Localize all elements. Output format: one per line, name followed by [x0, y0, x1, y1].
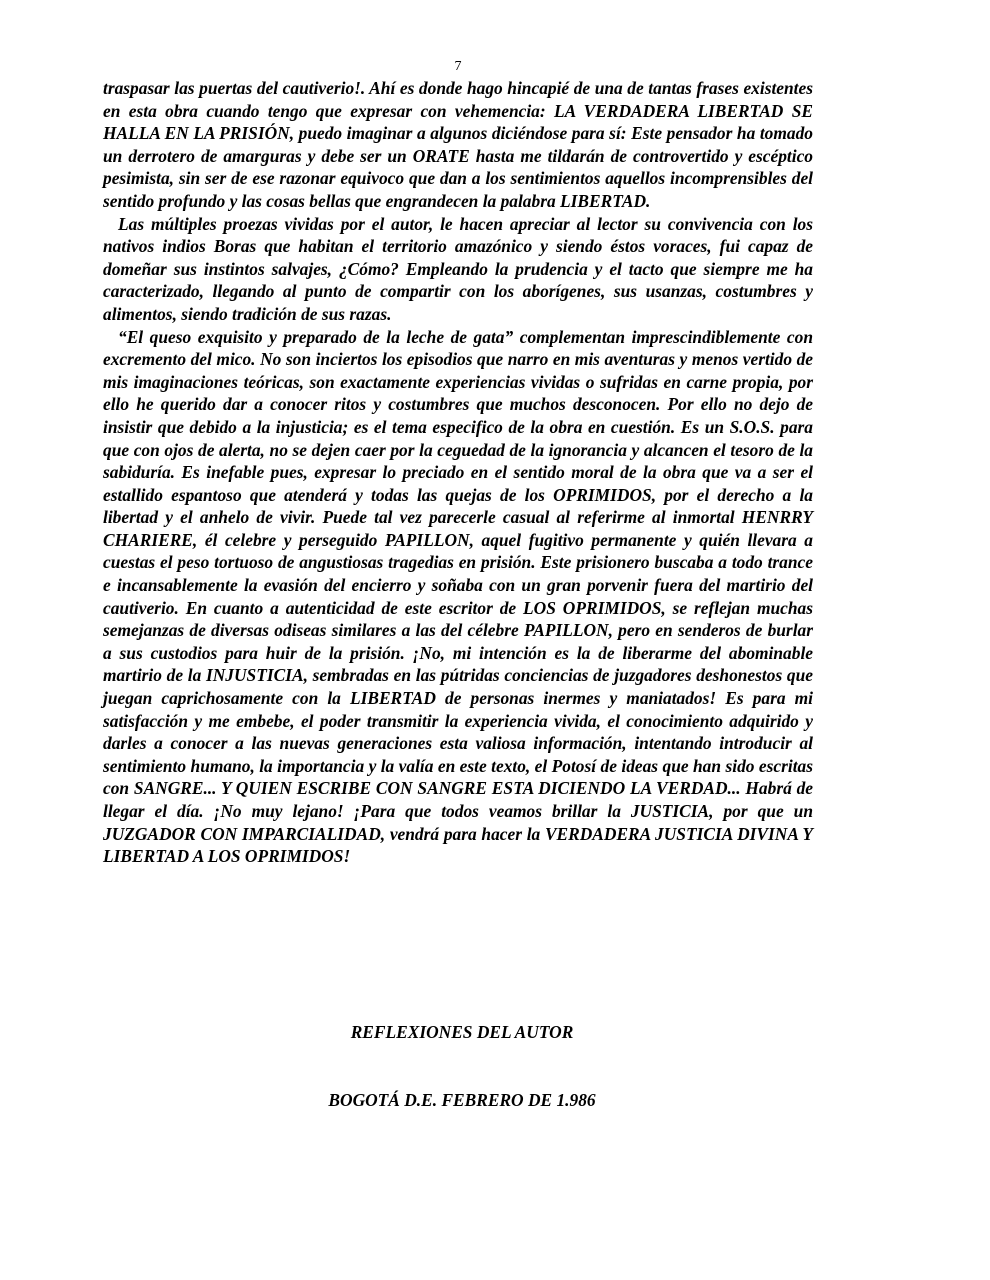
paragraph-3: “El queso exquisito y preparado de la leche de gata” complementan imprescindiblemente con excremento del mico. No son inciertos los episodios que narro en mis aventuras y menos vertido de mis imaginaciones teóricas, son exactamente experiencias vividas o sufridas en carne propia, por ello he querido dar a conocer ritos y costumbres que muchos desconocen. Por ello no dejo de insistir que debido a la injusticia; es el tema especifico de la obra en cuestión. Es un S.O.S. para que con ojos de alerta, no se dejen caer por la ceguedad de la ignorancia y alcancen el tesoro de la sabiduría. Es inefable pues, expresar lo preciado en el sentido moral de la obra que va a ser el estallido espantoso que atenderá y todas las quejas de los OPRIMIDOS, por el derecho a la libertad y el anhelo de vivir. Puede tal vez parecerle casual al referirme al inmortal HENRRY CHARIERE, él celebre y perseguido PAPILLON, aquel fugitivo permanente y quién llevara a cuestas el peso tortuoso de angustiosas tragedias en prisión. Este prisionero buscaba a todo trance e incansablemente la evasión del encierro y soñaba con un gran porvenir fuera del martirio del cautiverio. En cuanto a autenticidad de este escritor de LOS OPRIMIDOS, se reflejan muchas semejanzas de diversas odiseas similares a las del célebre PAPILLON, pero en senderos de burlar a sus custodios para huir de la prisión. ¡No, mi intención es la de liberarme del abominable martirio de la INJUSTICIA, sembradas en las pútridas conciencias de juzgadores deshonestos que juegan caprichosamente con la LIBERTAD de personas inermes y maniatados! Es para mi satisfacción y me embebe, el poder transmitir la experiencia vivida, el conocimiento adquirido y darles a conocer a las nuevas generaciones esta valiosa información, intentando introducir al sentimiento humano, la importancia y la valía en este texto, el Potosí de ideas que han sido escritas con SANGRE... Y QUIEN ESCRIBE CON SANGRE ESTA DICIENDO LA VERDAD... Habrá de llegar el día. ¡No muy lejano! ¡Para que todos veamos brillar la JUSTICIA, por que un JUZGADOR CON IMPARCIALIDAD, vendrá para hacer la VERDADERA JUSTICIA DIVINA Y LIBERTAD A LOS OPRIMIDOS!	[103, 326, 813, 867]
author-reflections-heading: REFLEXIONES DEL AUTOR	[350, 1022, 574, 1042]
paragraph-1: traspasar las puertas del cautiverio!. Ahí es donde hago hincapié de una de tantas frases existentes en esta obra cuando tengo que expresar con vehemencia: LA VERDADERA LIBERTAD SE HALLA EN LA PRISIÓN, puedo imaginar a algunos diciéndose para sí: Este pensador ha tomado un derrotero de amarguras y debe ser un ORATE hasta me tildarán de controvertido y escéptico pesimista, sin ser de ese razonar equivoco que dan a los sentimientos aquellos incomprensibles del sentido profundo y las cosas bellas que engrandecen la palabra LIBERTAD.	[103, 78, 813, 211]
page-number: 7	[454, 59, 462, 74]
place-date-line: BOGOTÁ D.E. FEBRERO DE 1.986	[328, 1090, 596, 1110]
document-body	[103, 77, 813, 868]
paragraph-2: Las múltiples proezas vividas por el autor, le hacen apreciar al lector su convivencia con los nativos indios Boras que habitan el territorio amazónico y siendo éstos voraces, fui capaz de domeñar sus instintos salvajes, ¿Cómo? Empleando la prudencia y el tacto que siempre me ha caracterizado, llegando al punto de compartir con los aborígenes, sus usanzas, costumbres y alimentos, siendo tradición de sus razas.	[103, 213, 813, 324]
